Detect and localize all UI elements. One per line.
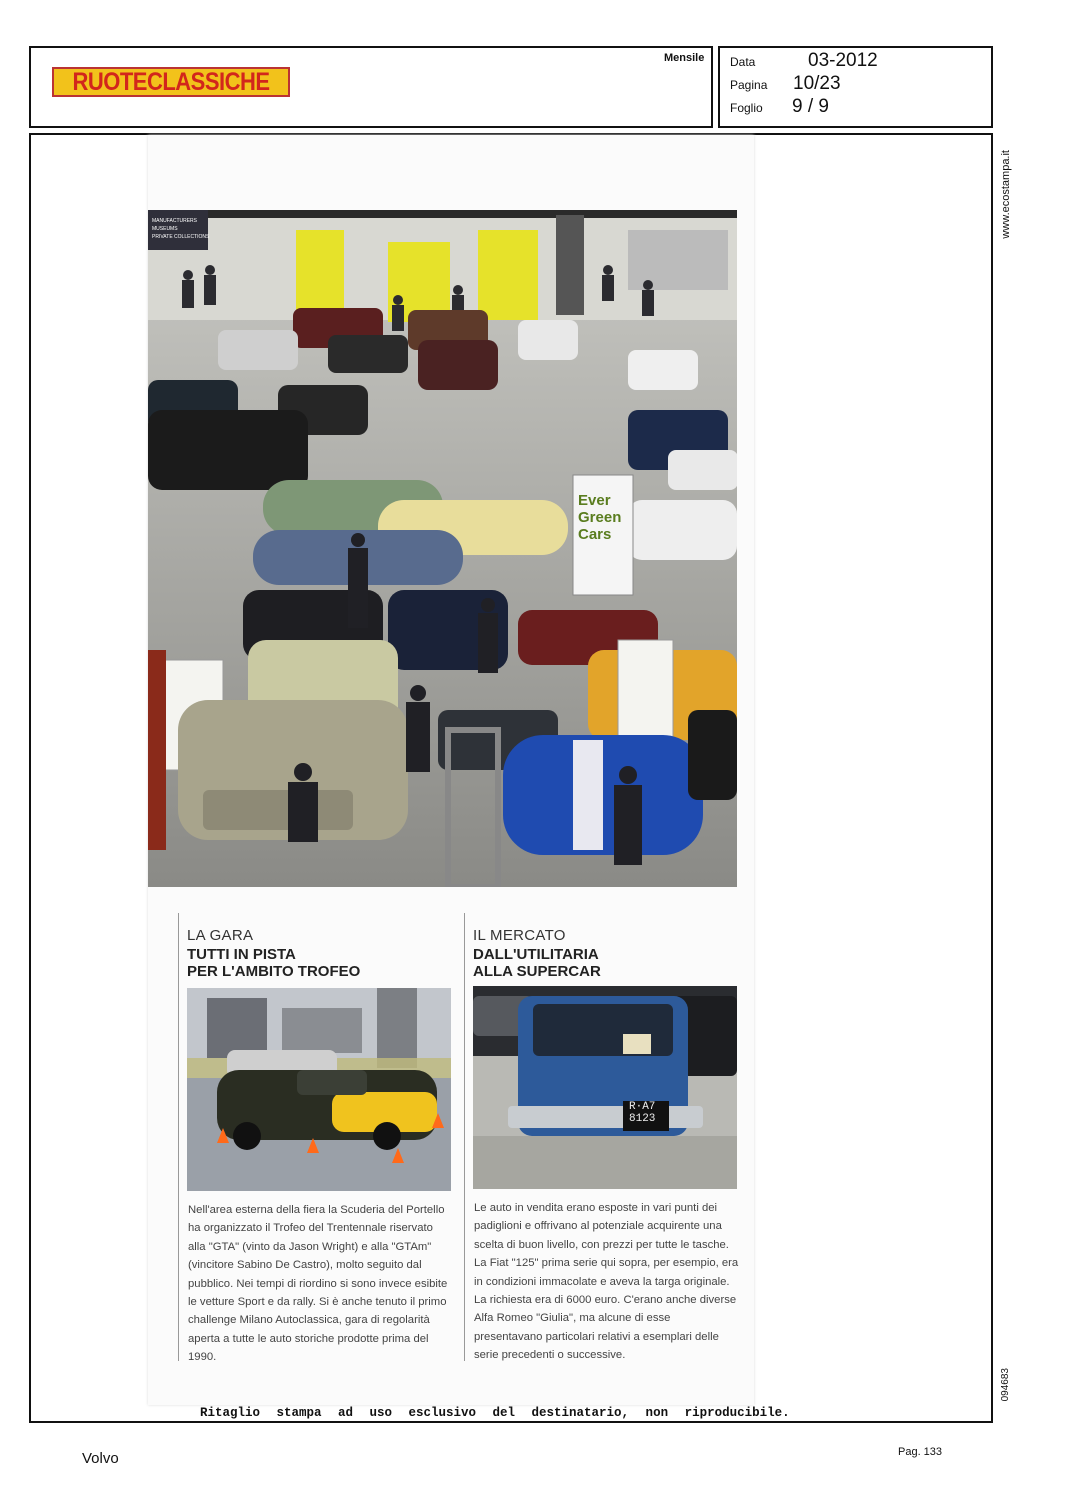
plate-line: R·A7 (629, 1101, 656, 1113)
race-photo (187, 988, 451, 1191)
footer-page-number: Pag. 133 (898, 1446, 943, 1458)
svg-text:Cars: Cars (578, 526, 612, 543)
section-divider-left (178, 913, 179, 1361)
svg-text:MUSEUMS: MUSEUMS (152, 226, 178, 232)
pagina-value: 10/23 (793, 73, 841, 94)
plate-line: 8123 (629, 1113, 656, 1125)
exhibition-hall-photo (148, 210, 737, 887)
svg-text:MANUFACTURERS: MANUFACTURERS (152, 218, 198, 224)
section-title-line: PER L'AMBITO TROFEO (187, 963, 361, 980)
foglio-value: 9 / 9 (792, 96, 829, 117)
section-title-line: ALLA SUPERCAR (473, 963, 601, 980)
pagina-label: Pagina (730, 78, 768, 92)
section-title-line: TUTTI IN PISTA (187, 946, 296, 963)
section-kicker: IL MERCATO (473, 927, 566, 944)
publication-logo (52, 67, 290, 97)
svg-text:Ever: Ever (578, 492, 611, 509)
section-title-line: DALL'UTILITARIA (473, 946, 599, 963)
frequency-label: Mensile (664, 52, 705, 64)
section-divider-right (464, 913, 465, 1361)
footer-client-name: Volvo (82, 1450, 119, 1467)
side-code: 094683 (1000, 1368, 1011, 1402)
data-value: 03-2012 (808, 50, 878, 71)
foglio-label: Foglio (730, 101, 763, 115)
license-plate (629, 1101, 655, 1125)
side-url: www.ecostampa.it (1000, 150, 1012, 239)
logo-text: RUOTECLASSICHE (72, 67, 270, 96)
data-label: Data (730, 55, 756, 69)
fiat-125-photo (473, 986, 737, 1189)
section-kicker: LA GARA (187, 927, 254, 944)
section-body-text: Nell'area esterna della fiera la Scuderia del Portello ha organizzato il Trofeo del Trentennale riservato alla "GTA" (vinto da Jason Wright) e alla "GTAm" (vincitore Sabino De Castro), molto seguito dal pubblico. Nei tempi di riordino si sono invece esibite le vetture Sport e da rally. Si è anche tenuto il primo challenge Milano Autoclassica, gara di regolarità aperta a tutte le auto storiche prodotte prima del 1990. (188, 1204, 448, 1364)
price-tag (623, 1034, 651, 1054)
svg-text:PRIVATE COLLECTIONS: PRIVATE COLLECTIONS (152, 234, 210, 240)
svg-text:Green: Green (578, 509, 622, 526)
section-body-text: Le auto in vendita erano esposte in vari punti dei padiglioni e offrivano al potenziale acquirente una scelta di buon livello, con prezzi per tutte le tasche. La Fiat "125" prima serie qui sopra, per esempio, era in condizioni immacolate e aveva la targa originale. La richiesta era di 6000 euro. C'erano anche diverse Alfa Romeo "Giulia", ma alcune di esse presentavano particolari relativi a esemplari delle serie precedenti o successive. (474, 1202, 739, 1362)
clipping-notice: Ritaglio stampa ad uso esclusivo del destinatario, non riproducibile. (200, 1406, 790, 1420)
